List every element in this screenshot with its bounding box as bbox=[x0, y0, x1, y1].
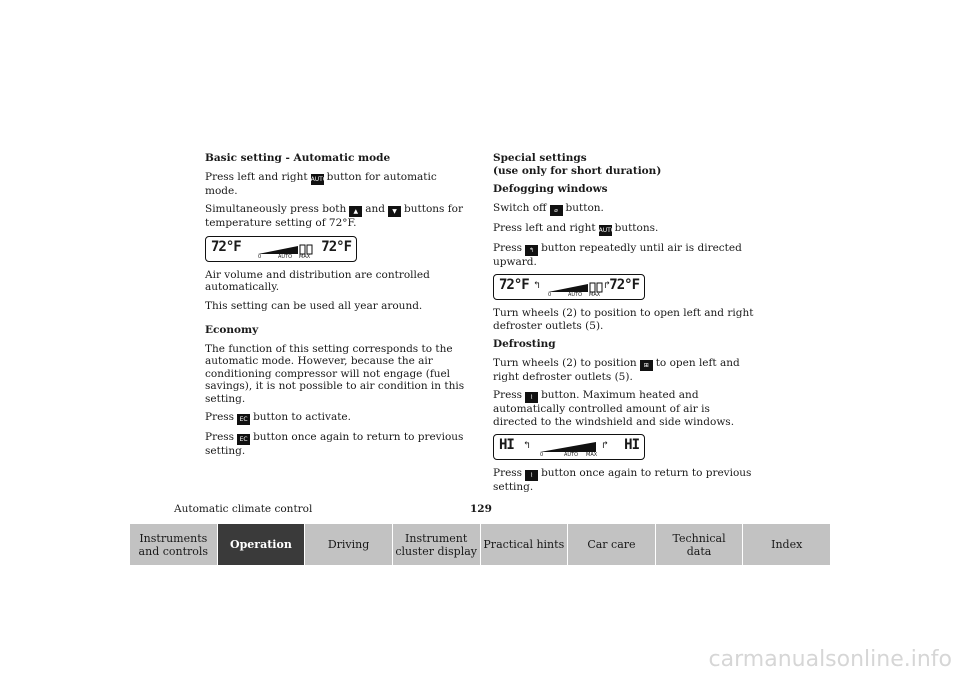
defrost-position-icon: ⊞ bbox=[640, 360, 653, 371]
defrost-button-icon: ⌇ bbox=[525, 470, 538, 481]
paragraph: Press ⌇ button. Maximum heated and automatically controlled amount of air is directed to the windshield and side windows. bbox=[493, 389, 735, 428]
display-auto-label: AUTO bbox=[564, 452, 579, 458]
tab-instruments-and-controls[interactable]: Instruments and controls bbox=[130, 524, 218, 565]
paragraph: Press EC button to activate. bbox=[205, 411, 351, 423]
tab-car-care[interactable]: Car care bbox=[568, 524, 656, 565]
up-button-icon: ▲ bbox=[349, 206, 362, 217]
paragraph: The function of this setting corresponds to the automatic mode. However, because the air conditioning compressor will not engage (fuel savings), it is not possible to air condition in this setting. bbox=[205, 342, 465, 405]
tab-instrument-cluster-display[interactable]: Instrument cluster display bbox=[393, 524, 481, 565]
climate-display bbox=[205, 236, 357, 262]
paragraph: This setting can be used all year around. bbox=[205, 299, 423, 312]
paragraph: Press EC button once again to return to previous setting. bbox=[205, 431, 464, 457]
page-number: 129 bbox=[470, 503, 492, 515]
ec-button-icon: EC bbox=[237, 414, 250, 425]
display-temp-left: HI bbox=[499, 437, 514, 453]
tab-practical-hints[interactable]: Practical hints bbox=[481, 524, 569, 565]
climate-display bbox=[493, 434, 645, 460]
economy-heading: Economy bbox=[205, 324, 259, 336]
chapter-nav-bar bbox=[130, 524, 830, 565]
paragraph: Press ↰ button repeatedly until air is directed upward. bbox=[493, 241, 742, 268]
paragraph: Press ⌇ button once again to return to previous setting. bbox=[493, 467, 752, 493]
ec-button-icon: EC bbox=[237, 434, 250, 445]
defrost-button-icon: ⌇ bbox=[525, 392, 538, 403]
paragraph: Simultaneously press both ▲ and ▼ buttons for temperature setting of 72°F. bbox=[205, 203, 463, 229]
auto-button-icon: AUTO bbox=[598, 226, 616, 234]
display-temp-left: 72°F bbox=[211, 238, 241, 255]
auto-button-icon: AUTO bbox=[310, 175, 328, 183]
display-temp-left: 72°F bbox=[499, 277, 529, 293]
left-column bbox=[205, 152, 467, 464]
paragraph: Switch off ⌀ button. bbox=[493, 201, 604, 214]
watermark: carmanualsonline.info bbox=[708, 647, 952, 672]
tab-index[interactable]: Index bbox=[743, 524, 830, 565]
display-max-label: MAX bbox=[589, 292, 601, 298]
paragraph: Air volume and distribution are controlled automatically. bbox=[205, 268, 430, 293]
display-max-label: MAX bbox=[299, 253, 311, 260]
display-temp-right: 72°F bbox=[321, 238, 351, 255]
display-auto-label: AUTO bbox=[278, 253, 293, 260]
air-upward-icon: ↱ bbox=[604, 280, 611, 291]
display-zero-label: 0 bbox=[548, 292, 552, 298]
tab-technical-data[interactable]: Technical data bbox=[656, 524, 744, 565]
paragraph: Turn wheels (2) to position ⊞ to open left and right defroster outlets (5). bbox=[493, 356, 740, 383]
air-distribution-button-icon: ↰ bbox=[525, 245, 538, 256]
display-zero-label: 0 bbox=[258, 253, 262, 260]
air-upward-icon: ↱ bbox=[602, 440, 609, 451]
special-settings-heading: Special settings (use only for short duration) bbox=[493, 152, 662, 177]
air-upward-icon: ↰ bbox=[524, 440, 531, 451]
ac-off-button-icon: ⌀ bbox=[550, 205, 563, 216]
section-title: Automatic climate control bbox=[174, 503, 313, 515]
display-zero-label: 0 bbox=[540, 452, 544, 458]
tab-driving[interactable]: Driving bbox=[305, 524, 393, 565]
display-max-label: MAX bbox=[586, 452, 598, 458]
defrosting-heading: Defrosting bbox=[493, 338, 556, 350]
tab-operation[interactable]: Operation bbox=[218, 524, 306, 565]
down-button-icon: ▼ bbox=[388, 206, 401, 217]
display-temp-right: 72°F bbox=[609, 277, 639, 293]
display-temp-right: HI bbox=[624, 437, 639, 453]
climate-display bbox=[493, 274, 645, 300]
air-upward-icon: ↰ bbox=[534, 280, 541, 291]
display-auto-label: AUTO bbox=[568, 292, 583, 298]
paragraph: Press left and right AUTObutton for automatic mode. bbox=[205, 170, 437, 197]
basic-setting-heading: Basic setting - Automatic mode bbox=[205, 152, 391, 164]
right-column bbox=[493, 152, 755, 500]
paragraph: Turn wheels (2) to position to open left and right defroster outlets (5). bbox=[493, 307, 754, 332]
paragraph: Press left and right AUTObuttons. bbox=[493, 221, 659, 234]
defogging-heading: Defogging windows bbox=[493, 183, 608, 195]
